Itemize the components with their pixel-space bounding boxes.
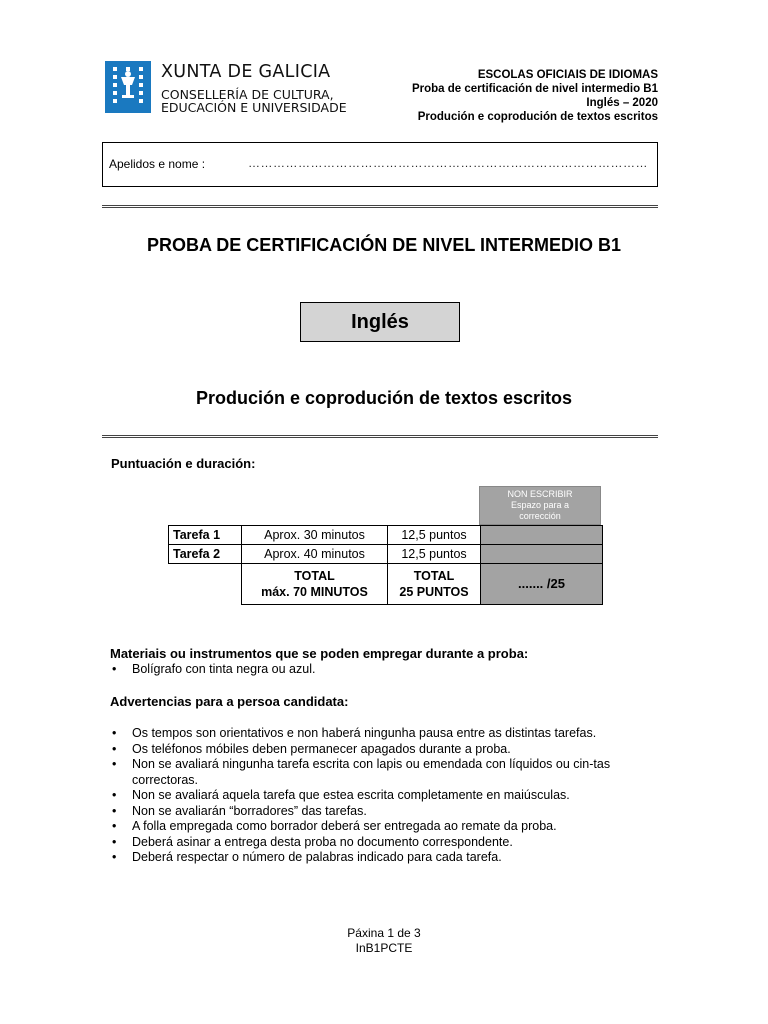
header-school: ESCOLAS OFICIAIS DE IDIOMAS [477, 69, 658, 81]
list-item: • Non se avaliará ningunha tarefa escrita con lapis ou emendada con líquidos ou cin-tas correctoras. [110, 757, 662, 788]
score-table [168, 525, 603, 605]
task-name: Tarefa 1 [169, 526, 242, 545]
document-code: InB1PCTE [355, 941, 413, 955]
table-row [169, 526, 603, 545]
total-duration-line1: TOTAL [294, 569, 335, 583]
task-points: 12,5 puntos [388, 526, 481, 545]
warnings-list [110, 726, 662, 866]
xunta-logo [105, 61, 151, 113]
total-score: ....... /25 [481, 564, 603, 605]
divider-top [102, 205, 658, 208]
org-name: XUNTA DE GALICIA [161, 62, 331, 82]
page-title: PROBA DE CERTIFICACIÓN DE NIVEL INTERMEDIO B1 [146, 235, 622, 255]
list-item: • Non se avaliará aquela tarefa que estea escrita completamente en maiúsculas. [110, 788, 662, 804]
total-points-line1: TOTAL [413, 569, 455, 583]
correction-line2: Espazo para a [510, 500, 570, 510]
correction-cell [481, 545, 603, 564]
correction-header [479, 486, 601, 525]
correction-line3: corrección [519, 511, 561, 521]
materials-heading: Materiais ou instrumentos que se poden empregar durante a proba: [110, 646, 529, 661]
subject-box: Inglés [300, 302, 460, 342]
name-field[interactable] [102, 142, 658, 187]
list-item: • Os teléfonos móbiles deben permanecer apagados durante a proba. [110, 742, 662, 758]
header-part: Produción e coprodución de textos escritos [417, 111, 658, 123]
task-duration: Aprox. 30 minutos [242, 526, 388, 545]
list-item: • Deberá respectar o número de palabras indicado para cada tarefa. [110, 850, 662, 866]
total-duration [242, 564, 388, 605]
name-field-dots[interactable]: …………………………………………………………………………………… [248, 156, 648, 170]
correction-line1: NON ESCRIBIR [507, 489, 573, 499]
score-heading: Puntuación e duración: [111, 456, 256, 471]
list-item: • Deberá asinar a entrega desta proba no documento correspondente. [110, 835, 662, 851]
correction-cell [481, 526, 603, 545]
task-name: Tarefa 2 [169, 545, 242, 564]
divider-middle [102, 435, 658, 438]
total-duration-line2: máx. 70 MINUTOS [261, 585, 368, 599]
table-row [169, 545, 603, 564]
name-field-label: Apelidos e nome : [109, 157, 206, 171]
total-points-line2: 25 PUNTOS [399, 585, 469, 599]
header-exam: Proba de certificación de nivel intermedio B1 [411, 83, 658, 95]
list-item: • Os tempos son orientativos e non haberá ningunha pausa entre as distintas tarefas. [110, 726, 662, 742]
coat-of-arms-icon [105, 61, 151, 113]
page-number: Páxina 1 de 3 [347, 926, 421, 940]
header-language-year: Inglés – 2020 [586, 97, 658, 109]
total-points [388, 564, 481, 605]
section-title: Produción e coprodución de textos escritos [195, 388, 573, 408]
task-points: 12,5 puntos [388, 545, 481, 564]
list-item: • A folla empregada como borrador deberá ser entregada ao remate da proba. [110, 819, 662, 835]
list-item: • Non se avaliarán “borradores” das tarefas. [110, 804, 662, 820]
org-dept-line1: CONSELLERÍA DE CULTURA, [161, 87, 334, 102]
total-row [169, 564, 603, 605]
task-duration: Aprox. 40 minutos [242, 545, 388, 564]
org-dept-line2: EDUCACIÓN E UNIVERSIDADE [161, 100, 347, 115]
empty-cell [169, 564, 242, 605]
warnings-heading: Advertencias para a persoa candidata: [110, 694, 349, 709]
materials-item: • Bolígrafo con tinta negra ou azul. [110, 662, 768, 676]
